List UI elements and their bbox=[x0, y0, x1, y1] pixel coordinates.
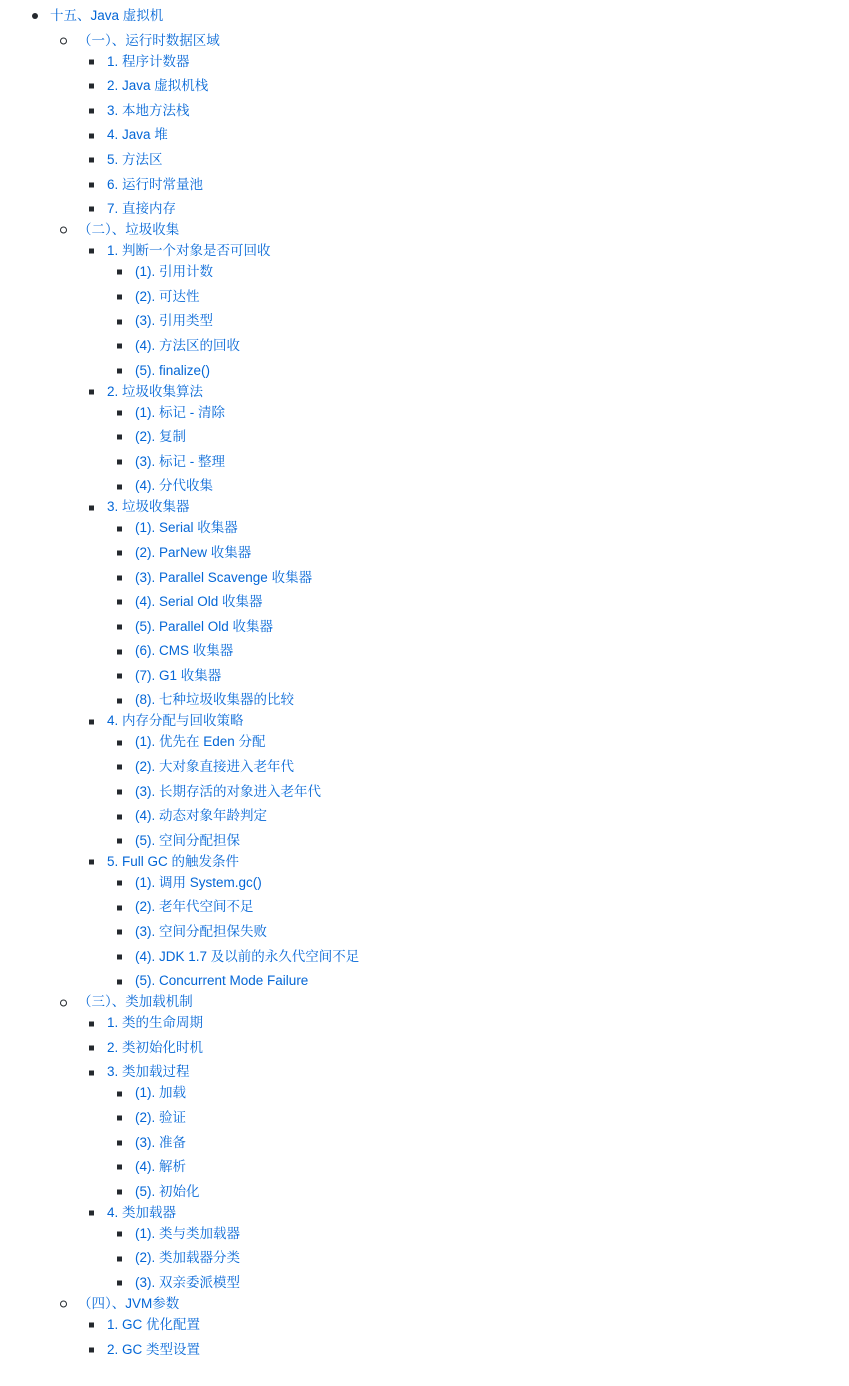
bullet-square-icon bbox=[117, 435, 122, 440]
toc-link-item[interactable]: 1. 类的生命周期 bbox=[107, 1015, 204, 1031]
toc-link-item[interactable]: 4. 内存分配与回收策略 bbox=[107, 713, 244, 729]
bullet-square-icon bbox=[89, 109, 94, 114]
bullet-square-icon bbox=[89, 182, 94, 187]
bullet-square-icon bbox=[117, 484, 122, 489]
toc-row bbox=[0, 1246, 849, 1271]
toc-row bbox=[0, 920, 849, 945]
bullet-square-icon bbox=[89, 1323, 94, 1328]
toc-row bbox=[0, 1106, 849, 1131]
bullet-square-icon bbox=[89, 59, 94, 64]
bullet-square-icon bbox=[117, 575, 122, 580]
toc-row bbox=[0, 1313, 849, 1338]
bullet-square-icon bbox=[117, 551, 122, 556]
toc-row bbox=[0, 148, 849, 173]
toc-link-item[interactable]: 3. 垃圾收集器 bbox=[107, 499, 190, 515]
toc-row bbox=[0, 1011, 849, 1036]
toc-link-item[interactable]: 3. 本地方法栈 bbox=[107, 102, 190, 118]
bullet-square-icon bbox=[117, 789, 122, 794]
toc-row bbox=[0, 50, 849, 75]
toc-row bbox=[0, 1131, 849, 1156]
bullet-square-icon bbox=[117, 1140, 122, 1145]
toc-link-item[interactable]: 3. 类加载过程 bbox=[107, 1064, 190, 1080]
toc-link-section[interactable]: （三）、类加载机制 bbox=[78, 994, 193, 1010]
bullet-square-icon bbox=[89, 249, 94, 254]
toc-link-subitem[interactable]: (4). 分代收集 bbox=[135, 478, 214, 494]
toc-row bbox=[0, 1222, 849, 1247]
toc-row bbox=[0, 123, 849, 148]
toc-link-subitem[interactable]: (1). 类与类加载器 bbox=[135, 1225, 241, 1241]
bullet-square-icon bbox=[89, 207, 94, 212]
toc-link-item[interactable]: 4. 类加载器 bbox=[107, 1204, 177, 1220]
toc-row bbox=[0, 730, 849, 755]
toc-link-subitem[interactable]: (2). 类加载器分类 bbox=[135, 1250, 241, 1266]
bullet-circle-icon bbox=[60, 227, 67, 234]
bullet-square-icon bbox=[117, 1091, 122, 1096]
toc-link-item[interactable]: 7. 直接内存 bbox=[107, 201, 177, 217]
toc-link-section[interactable]: （二）、垃圾收集 bbox=[78, 222, 180, 238]
toc-row bbox=[0, 895, 849, 920]
toc-link-subitem[interactable]: (4). 动态对象年龄判定 bbox=[135, 808, 268, 824]
bullet-square-icon bbox=[89, 158, 94, 163]
toc-link-subitem[interactable]: (4). 解析 bbox=[135, 1159, 187, 1175]
toc-link-subitem[interactable]: (1). 加载 bbox=[135, 1085, 187, 1101]
bullet-square-icon bbox=[117, 526, 122, 531]
toc-link-subitem[interactable]: (3). 引用类型 bbox=[135, 313, 214, 329]
toc-row bbox=[0, 1338, 849, 1363]
toc-row bbox=[0, 450, 849, 475]
toc-link-item[interactable]: 5. Full GC 的触发条件 bbox=[107, 853, 240, 869]
toc-link-subitem[interactable]: (6). CMS 收集器 bbox=[135, 643, 234, 659]
toc-row bbox=[0, 804, 849, 829]
toc-link-subitem[interactable]: (2). 老年代空间不足 bbox=[135, 899, 254, 915]
toc-link-subitem[interactable]: (2). ParNew 收集器 bbox=[135, 544, 252, 560]
toc-link-subitem[interactable]: (1). 引用计数 bbox=[135, 264, 214, 280]
bullet-square-icon bbox=[89, 1021, 94, 1026]
bullet-square-icon bbox=[117, 814, 122, 819]
toc-row bbox=[0, 309, 849, 334]
bullet-square-icon bbox=[89, 505, 94, 510]
toc-row bbox=[0, 285, 849, 310]
toc-link-subitem[interactable]: (5). Concurrent Mode Failure bbox=[135, 973, 309, 989]
bullet-square-icon bbox=[117, 649, 122, 654]
toc-link-subitem[interactable]: (4). 方法区的回收 bbox=[135, 337, 241, 353]
bullet-square-icon bbox=[117, 1116, 122, 1121]
toc-link-subitem[interactable]: (3). 长期存活的对象进入老年代 bbox=[135, 783, 322, 799]
toc-row bbox=[0, 260, 849, 285]
toc-row bbox=[0, 99, 849, 124]
toc-link-item[interactable]: 2. 垃圾收集算法 bbox=[107, 383, 204, 399]
toc-row bbox=[0, 566, 849, 591]
bullet-square-icon bbox=[117, 674, 122, 679]
bullet-square-icon bbox=[117, 905, 122, 910]
toc-row bbox=[0, 664, 849, 689]
bullet-square-icon bbox=[117, 930, 122, 935]
toc-row bbox=[0, 401, 849, 426]
toc-row bbox=[0, 945, 849, 970]
toc-link-subitem[interactable]: (5). 初始化 bbox=[135, 1183, 200, 1199]
toc-link-subitem[interactable]: (3). 双亲委派模型 bbox=[135, 1274, 241, 1290]
toc-link-item[interactable]: 2. 类初始化时机 bbox=[107, 1039, 204, 1055]
bullet-square-icon bbox=[89, 719, 94, 724]
bullet-circle-icon bbox=[60, 37, 67, 44]
bullet-square-icon bbox=[117, 979, 122, 984]
toc-row bbox=[0, 334, 849, 359]
bullet-circle-icon bbox=[60, 1301, 67, 1308]
toc-row bbox=[0, 590, 849, 615]
bullet-square-icon bbox=[117, 410, 122, 415]
toc-row bbox=[0, 541, 849, 566]
toc-row bbox=[0, 780, 849, 805]
toc-link-item[interactable]: 1. 程序计数器 bbox=[107, 53, 190, 69]
toc-link-item[interactable]: 2. GC 类型设置 bbox=[107, 1341, 201, 1357]
toc-link-subitem[interactable]: (2). 验证 bbox=[135, 1110, 187, 1125]
toc-link-subitem[interactable]: (5). Parallel Old 收集器 bbox=[135, 618, 274, 634]
bullet-square-icon bbox=[117, 1165, 122, 1170]
toc-row bbox=[0, 1155, 849, 1180]
bullet-square-icon bbox=[117, 270, 122, 275]
toc-link-subitem[interactable]: (2). 大对象直接进入老年代 bbox=[135, 759, 295, 775]
toc-link-section[interactable]: （一）、运行时数据区域 bbox=[78, 32, 220, 48]
toc-link-subitem[interactable]: (1). 调用 System.gc() bbox=[135, 874, 262, 890]
toc-link-subitem[interactable]: (3). 标记 - 整理 bbox=[135, 453, 225, 469]
bullet-square-icon bbox=[117, 1256, 122, 1261]
toc-link-item[interactable]: 5. 方法区 bbox=[107, 151, 163, 167]
toc-link-subitem[interactable]: (4). JDK 1.7 及以前的永久代空间不足 bbox=[135, 948, 360, 964]
bullet-square-icon bbox=[117, 740, 122, 745]
bullet-square-icon bbox=[117, 698, 122, 703]
toc-row bbox=[0, 74, 849, 99]
bullet-square-icon bbox=[117, 368, 122, 373]
bullet-square-icon bbox=[89, 389, 94, 394]
bullet-square-icon bbox=[89, 133, 94, 138]
bullet-square-icon bbox=[117, 881, 122, 886]
toc-link-subitem[interactable]: (1). 标记 - 清除 bbox=[135, 404, 225, 420]
bullet-square-icon bbox=[117, 295, 122, 300]
bullet-square-icon bbox=[117, 344, 122, 349]
toc-link-subitem[interactable]: (8). 七种垃圾收集器的比较 bbox=[135, 692, 295, 708]
bullet-square-icon bbox=[117, 624, 122, 629]
toc-link-item[interactable]: 2. Java 虚拟机栈 bbox=[107, 78, 209, 94]
bullet-square-icon bbox=[117, 765, 122, 770]
bullet-square-icon bbox=[117, 839, 122, 844]
bullet-square-icon bbox=[117, 1190, 122, 1195]
bullet-square-icon bbox=[89, 1070, 94, 1075]
toc-link-subitem[interactable]: (5). 空间分配担保 bbox=[135, 832, 241, 848]
bullet-square-icon bbox=[117, 954, 122, 959]
bullet-square-icon bbox=[89, 1211, 94, 1216]
bullet-square-icon bbox=[89, 860, 94, 865]
bullet-square-icon bbox=[117, 1281, 122, 1286]
bullet-square-icon bbox=[117, 600, 122, 605]
toc-row bbox=[0, 639, 849, 664]
toc-row bbox=[0, 1036, 849, 1061]
toc-link-subitem[interactable]: (1). 优先在 Eden 分配 bbox=[135, 734, 266, 750]
toc-link-subitem[interactable]: (4). Serial Old 收集器 bbox=[135, 594, 263, 610]
bullet-square-icon bbox=[89, 1347, 94, 1352]
toc-link-subitem[interactable]: (3). 准备 bbox=[135, 1134, 187, 1150]
toc-link-subitem[interactable]: (5). finalize() bbox=[135, 362, 211, 378]
toc-row bbox=[0, 615, 849, 640]
toc-link-subitem[interactable]: (3). 空间分配担保失败 bbox=[135, 924, 268, 940]
bullet-square-icon bbox=[117, 460, 122, 465]
toc-row bbox=[0, 173, 849, 198]
toc-link-item[interactable]: 4. Java 堆 bbox=[107, 127, 168, 143]
toc-row bbox=[0, 871, 849, 896]
toc-row bbox=[0, 755, 849, 780]
toc-link-item[interactable]: 6. 运行时常量池 bbox=[107, 176, 204, 192]
toc-link-subitem[interactable]: (7). G1 收集器 bbox=[135, 667, 222, 683]
bullet-square-icon bbox=[89, 1046, 94, 1051]
toc-link-item[interactable]: 1. 判断一个对象是否可回收 bbox=[107, 243, 271, 259]
toc-link-section[interactable]: （四）、JVM参数 bbox=[78, 1295, 180, 1311]
toc-link-subitem[interactable]: (3). Parallel Scavenge 收集器 bbox=[135, 569, 313, 585]
bullet-square-icon bbox=[117, 319, 122, 324]
toc-row bbox=[0, 4, 849, 29]
toc-row bbox=[0, 1081, 849, 1106]
toc-row bbox=[0, 516, 849, 541]
toc-link-item[interactable]: 1. GC 优化配置 bbox=[107, 1316, 201, 1332]
bullet-square-icon bbox=[117, 1232, 122, 1237]
toc-row bbox=[0, 425, 849, 450]
bullet-square-icon bbox=[89, 84, 94, 89]
toc-link-subitem[interactable]: (2). 可达性 bbox=[135, 288, 200, 304]
bullet-circle-icon bbox=[60, 999, 67, 1006]
toc-link-chapter[interactable]: 十五、Java 虚拟机 bbox=[50, 8, 164, 23]
bullet-disc-icon bbox=[32, 13, 38, 19]
toc-link-subitem[interactable]: (2). 复制 bbox=[135, 429, 187, 445]
toc-link-subitem[interactable]: (1). Serial 收集器 bbox=[135, 520, 238, 536]
